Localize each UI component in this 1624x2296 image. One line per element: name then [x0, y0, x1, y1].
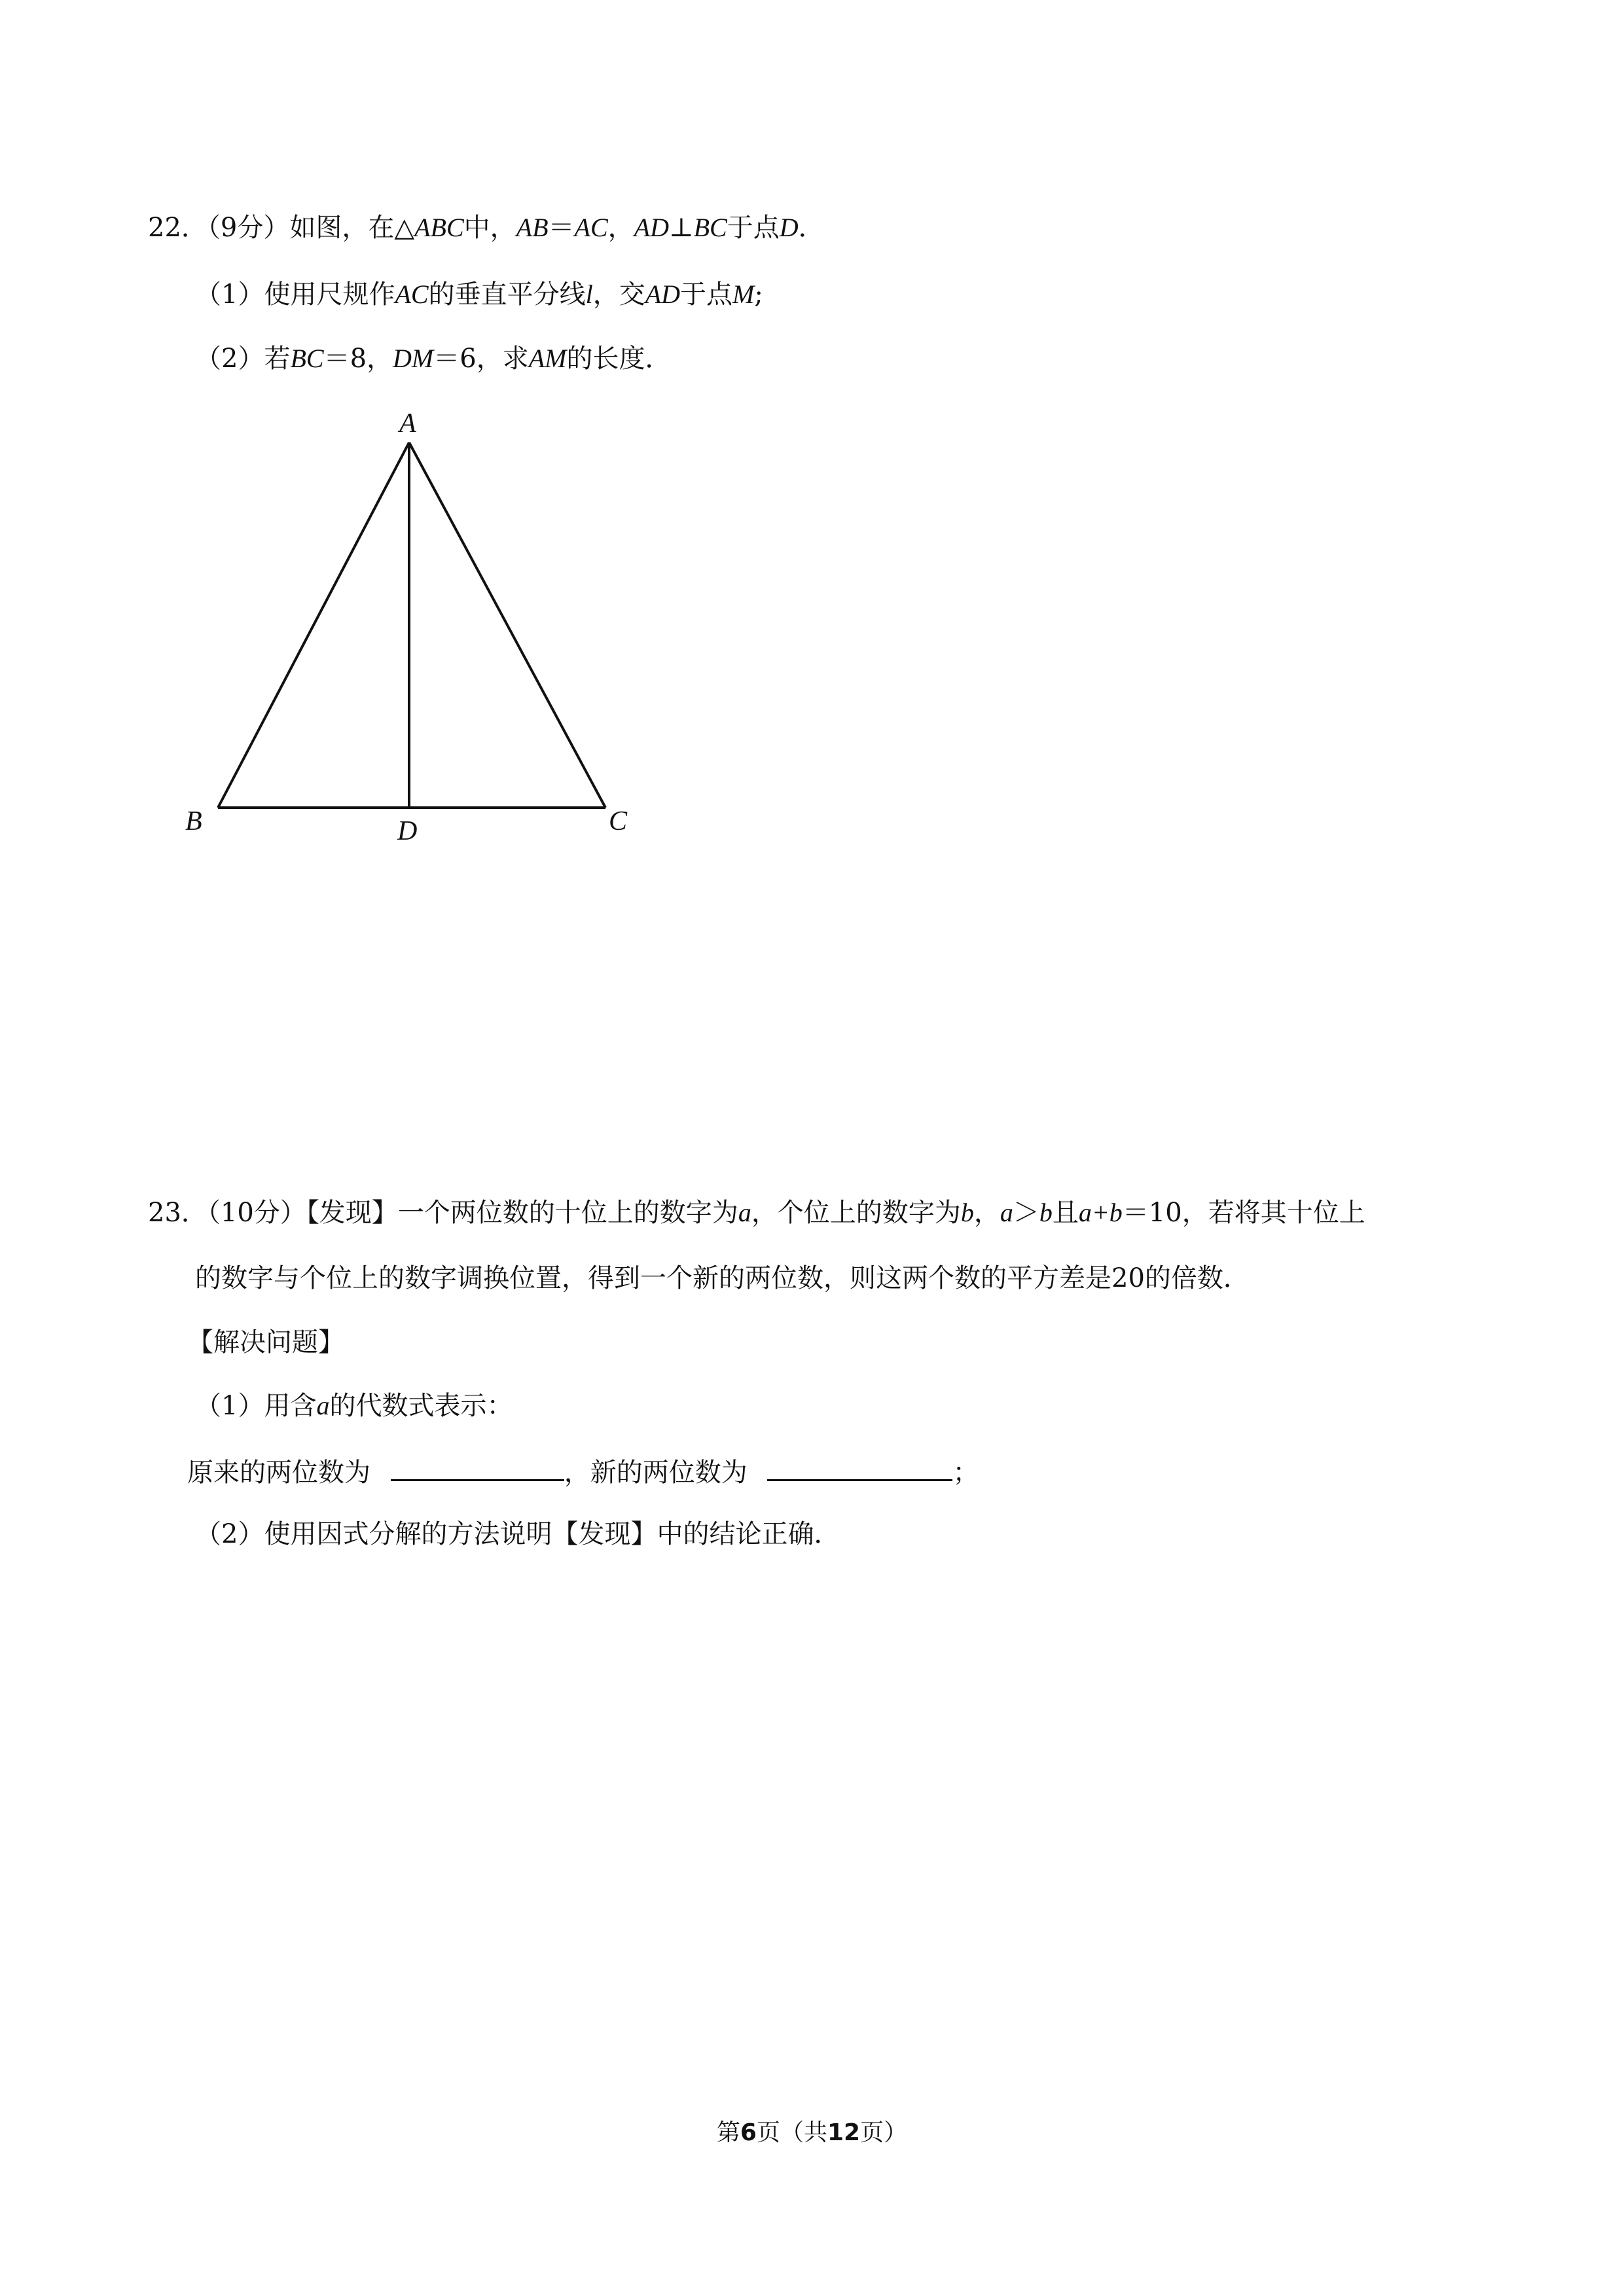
q22-score: （9分） — [207, 213, 290, 243]
q23-stem: 23．（10分）【发现】一个两位数的十位上的数字为a，个位上的数字为b，a＞b且a+b＝10，若将其十位上 — [148, 1198, 1365, 1228]
q23-part1-answer: 原来的两位数为 ，新的两位数为 ； — [187, 1453, 979, 1490]
side-ac — [409, 442, 605, 808]
page-footer: 第6页（共12页） — [716, 2119, 908, 2146]
q22-part1: （1）使用尺规作AC的垂直平分线l，交AD于点M; — [195, 279, 763, 310]
q23-part1: （1）用含a的代数式表示： — [195, 1391, 513, 1421]
q23-solve-heading: 【解决问题】 — [187, 1327, 344, 1357]
q23-stem-line2: 的数字与个位上的数字调换位置，得到一个新的两位数，则这两个数的平方差是20的倍数． — [195, 1263, 1250, 1293]
side-ab — [218, 442, 409, 808]
original-number-blank[interactable] — [391, 1453, 564, 1481]
q22-part2: （2）若BC＝8，DM＝6，求AM的长度． — [195, 344, 672, 374]
q22-stem: 22．（9分）如图，在△ABC中，AB＝AC，AD⊥BC于点D． — [148, 213, 825, 243]
point-label-d: D — [397, 816, 418, 846]
vertex-label-c: C — [609, 806, 628, 836]
new-number-blank[interactable] — [767, 1453, 952, 1481]
vertex-label-a: A — [399, 408, 416, 439]
q23-score: （10分） — [207, 1198, 306, 1228]
q23-part2: （2）使用因式分解的方法说明【发现】中的结论正确． — [195, 1519, 840, 1549]
page-total: 12 — [827, 2119, 861, 2146]
vertex-label-b: B — [185, 806, 202, 836]
page-number: 6 — [740, 2119, 757, 2146]
q22-number: 22． — [148, 213, 208, 243]
q23-number: 23． — [148, 1198, 208, 1228]
